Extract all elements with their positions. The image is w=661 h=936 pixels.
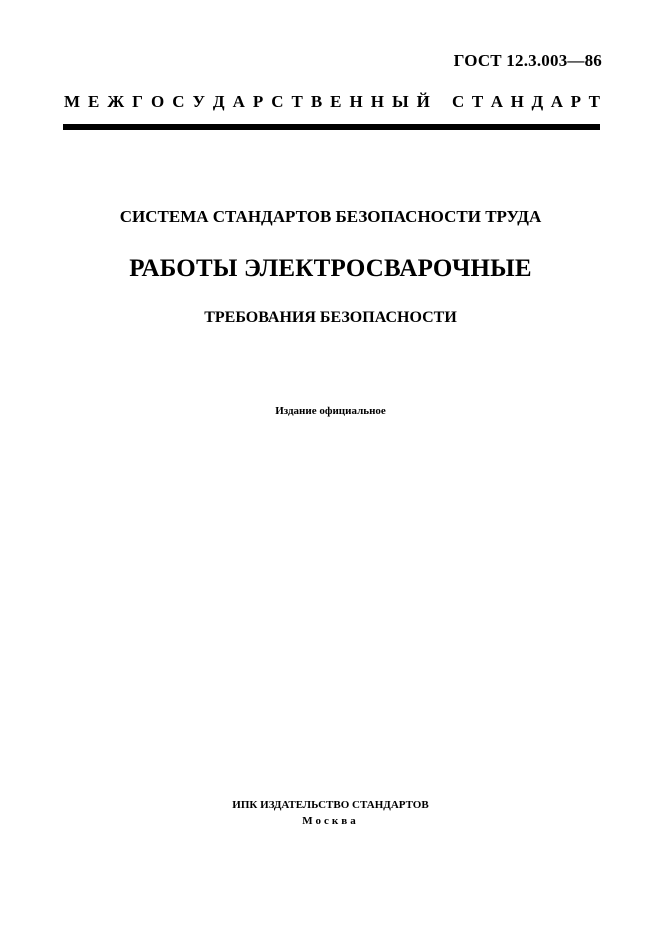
- document-number: ГОСТ 12.3.003—86: [453, 51, 602, 70]
- document-subtitle: ТРЕБОВАНИЯ БЕЗОПАСНОСТИ: [204, 309, 457, 326]
- standard-type-heading: [64, 92, 600, 112]
- series-title: СИСТЕМА СТАНДАРТОВ БЕЗОПАСНОСТИ ТРУДА: [119, 207, 542, 226]
- publisher-city: Москва: [302, 815, 359, 827]
- standard-type-word: М Е Ж Г О С У Д А Р С Т В Е Н Н Ы Й: [64, 92, 430, 111]
- publisher-name: ИПК ИЗДАТЕЛЬСТВО СТАНДАРТОВ: [232, 799, 429, 811]
- standard-type-word: С Т А Н Д А Р Т: [452, 92, 600, 111]
- edition-note: Издание официальное: [275, 405, 386, 417]
- document-title: РАБОТЫ ЭЛЕКТРОСВАРОЧНЫЕ: [129, 255, 532, 282]
- header-divider: [63, 124, 600, 130]
